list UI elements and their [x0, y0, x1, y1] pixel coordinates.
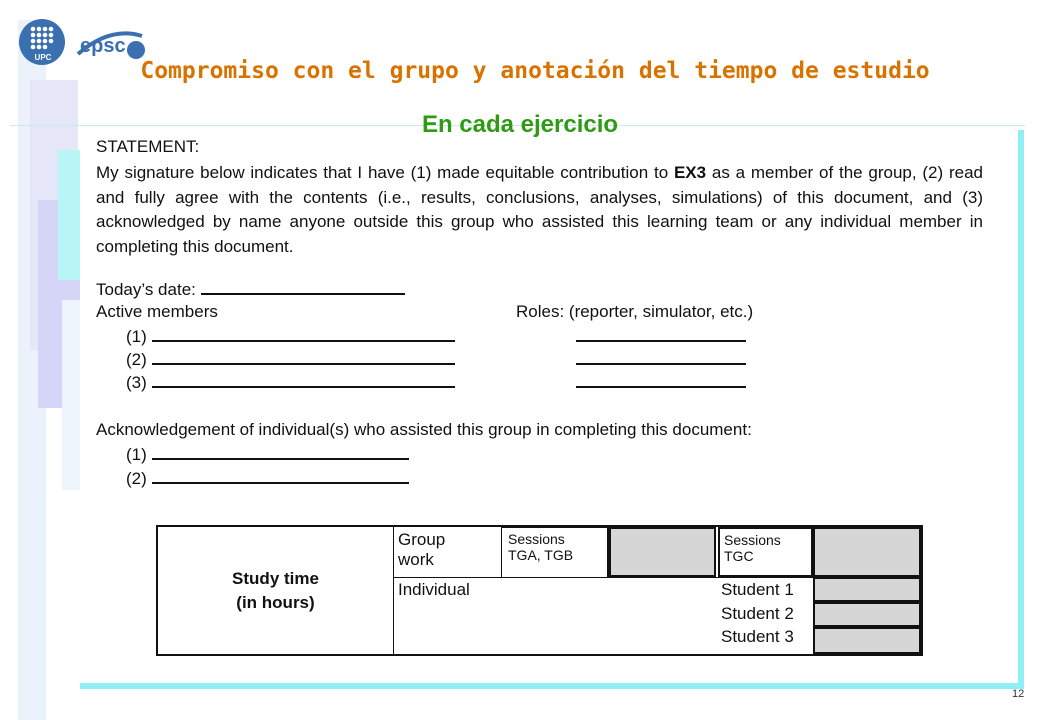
members-label: Active members — [96, 302, 218, 321]
study-time-label — [158, 527, 394, 654]
study-time-table — [156, 525, 923, 656]
statement-body-part1: My signature below indicates that I have (1) made equitable contribution to — [96, 163, 674, 182]
acknowledgement-label: Acknowledgement of individual(s) who assisted this group in completing this document: — [96, 420, 752, 439]
page-number: 12 — [1012, 688, 1025, 700]
role-blank — [576, 349, 746, 365]
member-blank — [152, 349, 455, 365]
sessions-ab-label — [501, 527, 609, 577]
exercise-code: EX3 — [673, 163, 707, 182]
sessions-ab-hours-cell[interactable] — [609, 527, 716, 577]
individual-label: Individual — [398, 580, 470, 599]
study-time-label-line2: (in hours) — [236, 593, 315, 612]
member-line — [126, 326, 455, 347]
ack-number: (1) — [126, 445, 147, 464]
student-label: Student 3 — [721, 627, 794, 646]
member-number: (2) — [126, 350, 147, 369]
role-blank — [576, 326, 746, 342]
ack-blank — [152, 468, 409, 484]
member-number: (1) — [126, 327, 147, 346]
statement-body — [96, 161, 983, 259]
ack-number: (2) — [126, 469, 147, 488]
ack-blank — [152, 444, 409, 460]
page-title: Compromiso con el grupo y anotación del tiempo de estudio — [140, 58, 930, 84]
statement-heading: STATEMENT: — [96, 137, 200, 156]
role-line — [576, 326, 746, 347]
group-work-line1: Group — [398, 530, 446, 549]
date-blank — [201, 279, 405, 295]
sessions-ab-line2: TGA, TGB — [508, 547, 574, 563]
student-label: Student 2 — [721, 604, 794, 623]
sessions-c-hours-cell[interactable] — [813, 527, 921, 577]
student-hours-cell[interactable] — [813, 627, 921, 654]
role-blank — [576, 372, 746, 388]
sessions-c-label — [718, 527, 813, 577]
member-line — [126, 349, 455, 370]
page-subtitle: En cada ejercicio — [421, 111, 619, 138]
role-line — [576, 372, 746, 393]
decor-bar — [58, 150, 80, 280]
student-label: Student 1 — [721, 580, 794, 599]
ack-line — [126, 468, 409, 489]
group-work-label — [398, 530, 445, 570]
ack-line — [126, 444, 409, 465]
roles-label: Roles: (reporter, simulator, etc.) — [516, 302, 754, 321]
sessions-ab-line1: Sessions — [508, 531, 565, 547]
study-time-label-line1: Study time — [232, 569, 319, 588]
statement-document — [80, 130, 1024, 689]
student-hours-cell[interactable] — [813, 602, 921, 627]
group-work-line2: work — [398, 550, 434, 569]
table-divider — [393, 577, 813, 578]
member-line — [126, 372, 455, 393]
sessions-c-line1: Sessions — [724, 532, 781, 548]
role-line — [576, 349, 746, 370]
upc-logo-text: UPC — [34, 53, 52, 62]
member-number: (3) — [126, 373, 147, 392]
date-line — [96, 279, 405, 300]
decor-bar — [62, 300, 80, 490]
sessions-c-line2: TGC — [724, 548, 754, 564]
date-label: Today’s date: — [96, 280, 196, 299]
member-blank — [152, 372, 455, 388]
student-hours-cell[interactable] — [813, 577, 921, 602]
statement-body-part2: as a member of the group, (2) read and fully agree with the contents (i.e., results, conclusions, analyses, simulations) of this document, and (3) acknowledged by name anyone outside this group who assisted this learning team or any individual member in completing this document. — [96, 163, 983, 256]
member-blank — [152, 326, 455, 342]
epsc-logo-text: epsc — [80, 35, 126, 57]
